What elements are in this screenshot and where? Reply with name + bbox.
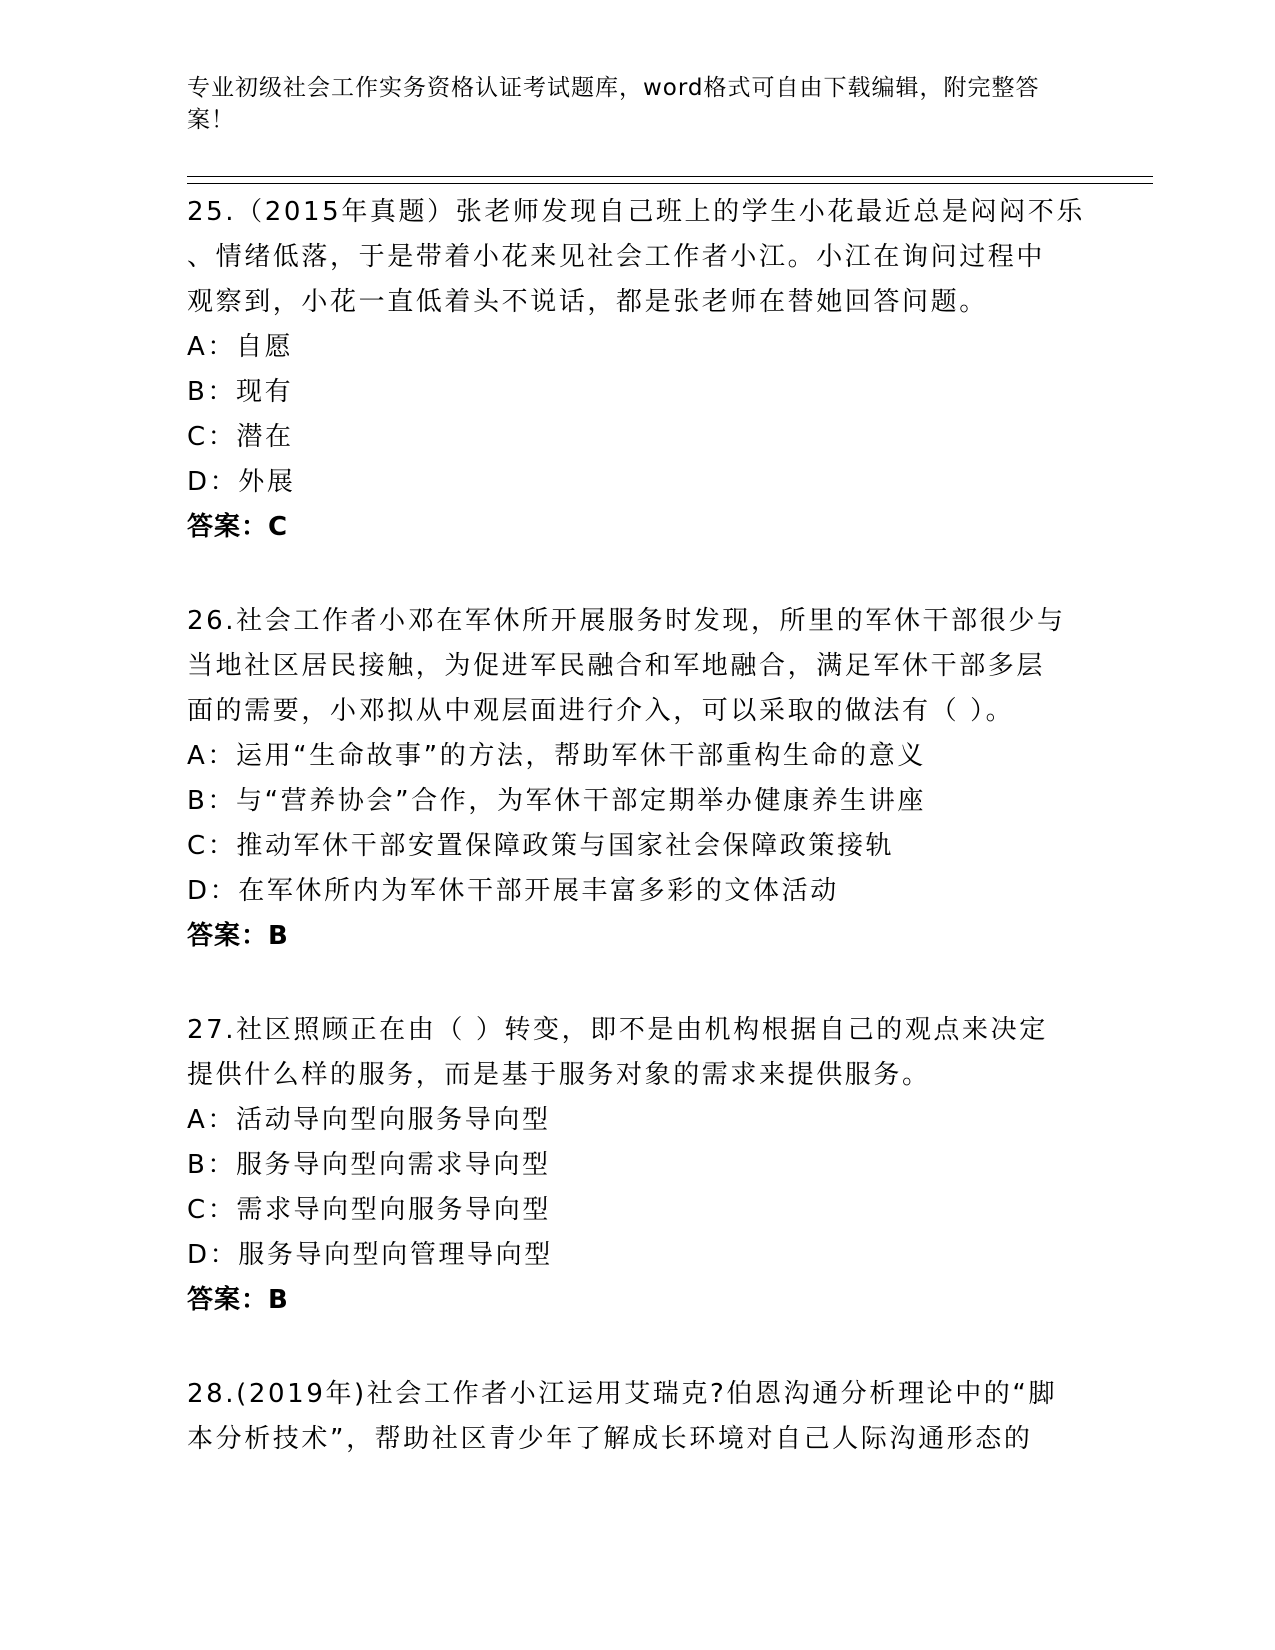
answer: 答案：B — [187, 1285, 289, 1315]
question-27 — [187, 1008, 1087, 1323]
question-text-line: 面的需要，小邓拟从中观层面进行介入，可以采取的做法有（ ）。 — [187, 696, 1015, 726]
header-text: 专业初级社会工作实务资格认证考试题库，word格式可自由下载编辑，附完整答案！ — [187, 75, 1040, 133]
option-b: B：服务导向型向需求导向型 — [187, 1150, 551, 1180]
option-c: C：需求导向型向服务导向型 — [187, 1195, 551, 1225]
option-a: A：活动导向型向服务导向型 — [187, 1105, 551, 1135]
question-text-line: 25.（2015年真题）张老师发现自己班上的学生小花最近总是闷闷不乐 — [187, 197, 1085, 227]
question-text-line: 提供什么样的服务，而是基于服务对象的需求来提供服务。 — [187, 1060, 931, 1090]
option-a: A：自愿 — [187, 332, 294, 362]
option-c: C：推动军休干部安置保障政策与国家社会保障政策接轨 — [187, 831, 895, 861]
answer: 答案：B — [187, 921, 289, 951]
header-divider-top — [187, 176, 1153, 177]
question-text-line: 、情绪低落，于是带着小花来见社会工作者小江。小江在询问过程中 — [187, 242, 1046, 272]
question-list — [187, 190, 1087, 1511]
question-25 — [187, 190, 1087, 550]
question-text-line: 当地社区居民接触，为促进军民融合和军地融合，满足军休干部多层 — [187, 651, 1046, 681]
header-divider-bottom — [187, 183, 1153, 184]
option-b: B：现有 — [187, 377, 294, 407]
question-text-line: 26.社会工作者小邓在军休所开展服务时发现，所里的军休干部很少与 — [187, 606, 1066, 636]
question-text-line: 28.(2019年)社会工作者小江运用艾瑞克?伯恩沟通分析理论中的“脚 — [187, 1379, 1058, 1409]
question-26 — [187, 599, 1087, 959]
question-text-line: 观察到，小花一直低着头不说话，都是张老师在替她回答问题。 — [187, 287, 988, 317]
question-text-line: 本分析技术”，帮助社区青少年了解成长环境对自己人际沟通形态的 — [187, 1424, 1033, 1454]
answer: 答案：C — [187, 512, 289, 542]
option-d: D：服务导向型向管理导向型 — [187, 1240, 553, 1270]
document-header — [187, 72, 1067, 136]
option-c: C：潜在 — [187, 422, 294, 452]
option-b: B：与“营养协会”合作，为军休干部定期举办健康养生讲座 — [187, 786, 926, 816]
option-d: D：在军休所内为军休干部开展丰富多彩的文体活动 — [187, 876, 839, 906]
question-28 — [187, 1372, 1087, 1462]
question-text-line: 27.社区照顾正在由（ ）转变，即不是由机构根据自己的观点来决定 — [187, 1015, 1048, 1045]
option-d: D：外展 — [187, 467, 296, 497]
option-a: A：运用“生命故事”的方法，帮助军休干部重构生命的意义 — [187, 741, 926, 771]
